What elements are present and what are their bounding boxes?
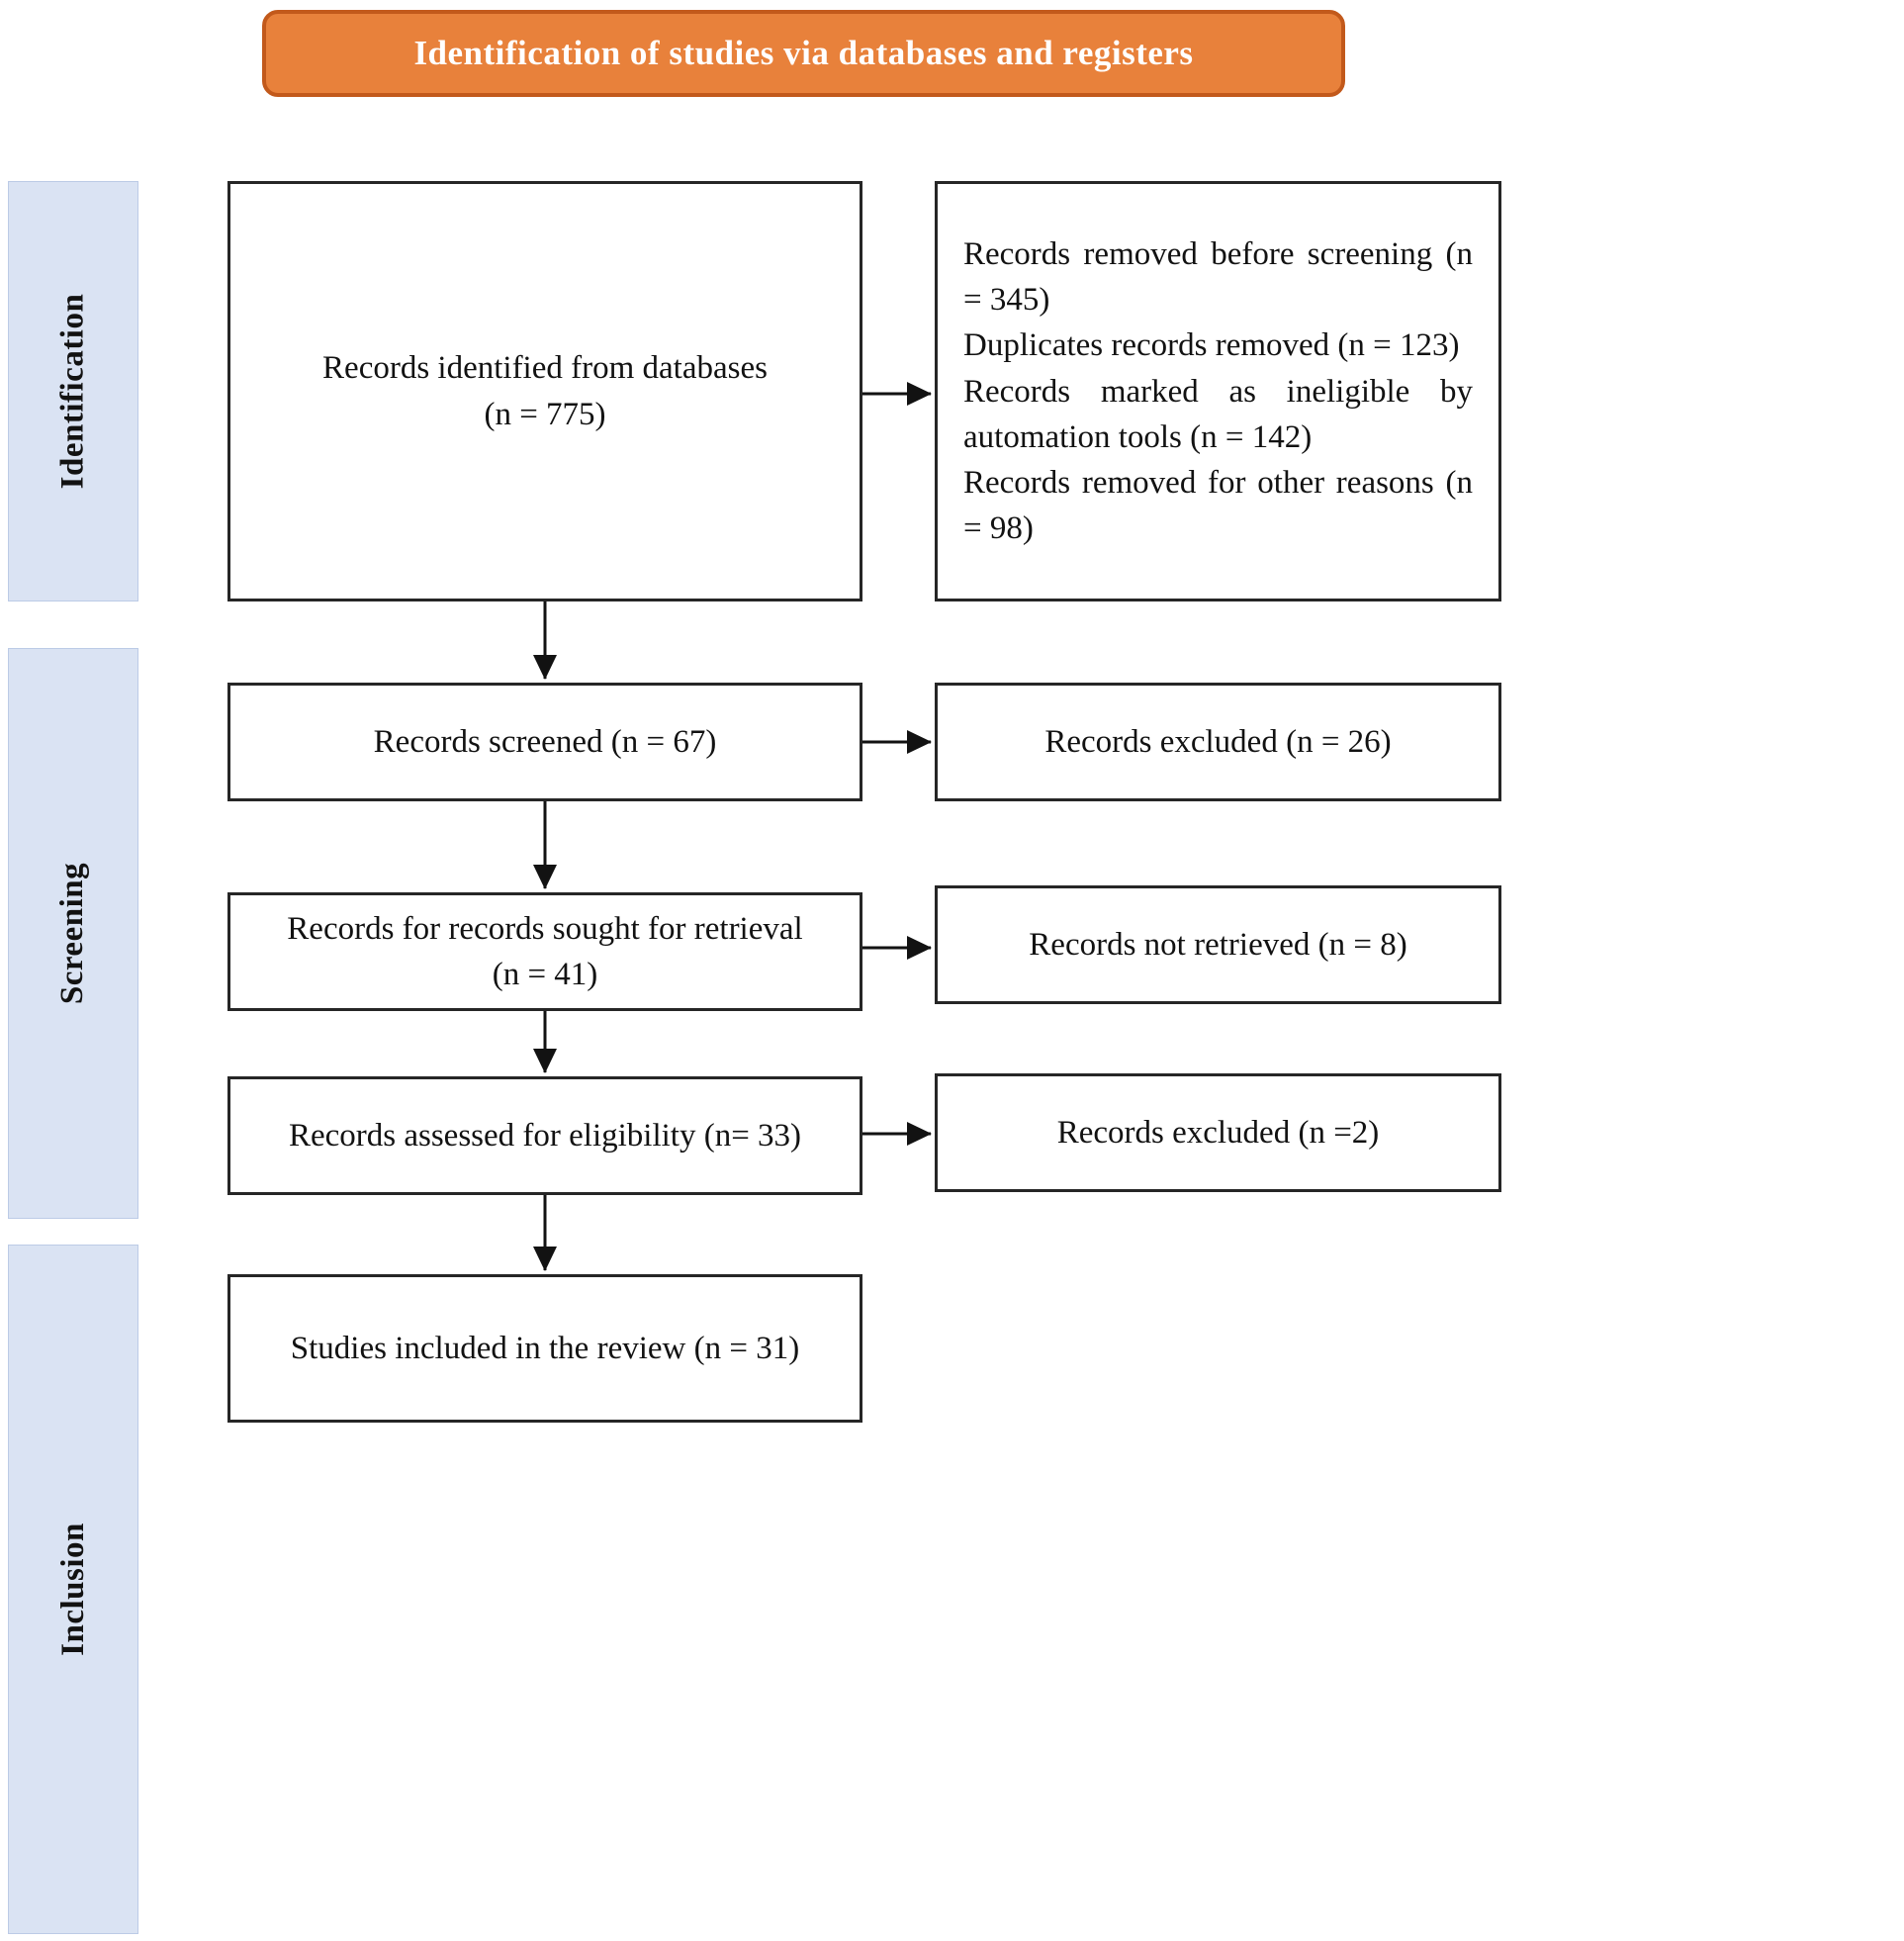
records-screened-label: Records screened (n = 67) bbox=[373, 723, 717, 760]
stage-label-screening: Screening bbox=[54, 862, 91, 1005]
box-records-not-retrieved bbox=[935, 885, 1501, 1004]
records-excluded-1-label: Records excluded (n = 26) bbox=[1044, 723, 1392, 760]
removed-item-other-reasons: Records removed for other reasons (n = 98) bbox=[963, 464, 1473, 547]
records-not-retrieved-label: Records not retrieved (n = 8) bbox=[1029, 926, 1407, 963]
box-studies-included bbox=[227, 1274, 862, 1423]
removed-item-duplicates: Duplicates records removed (n = 123) bbox=[963, 327, 1460, 364]
removed-item-duplicates-before-screening: Records removed before screening (n = 345) bbox=[963, 236, 1473, 319]
records-identified-line1: Records identified from databases bbox=[322, 350, 768, 387]
stage-band-screening bbox=[8, 648, 138, 1219]
box-records-removed-before-screening bbox=[935, 181, 1501, 601]
stage-label-inclusion: Inclusion bbox=[54, 1523, 91, 1656]
box-records-excluded-1 bbox=[935, 683, 1501, 801]
records-eligibility-label: Records assessed for eligibility (n= 33) bbox=[288, 1117, 802, 1154]
records-excluded-2-label: Records excluded (n =2) bbox=[1056, 1114, 1380, 1151]
box-records-identified bbox=[227, 181, 862, 601]
stage-band-identification bbox=[8, 181, 138, 601]
studies-included-label: Studies included in the review (n = 31) bbox=[290, 1330, 800, 1366]
records-retrieval-line1: Records for records sought for retrieval bbox=[287, 910, 803, 947]
box-records-identified-text bbox=[322, 345, 768, 436]
records-identified-count: (n = 775) bbox=[484, 396, 606, 432]
records-retrieval-count: (n = 41) bbox=[492, 957, 598, 992]
diagram-title-banner bbox=[262, 10, 1345, 97]
box-records-sought-retrieval-text bbox=[287, 906, 802, 997]
box-records-sought-retrieval bbox=[227, 892, 862, 1011]
box-records-assessed-eligibility bbox=[227, 1076, 862, 1195]
removed-item-automation: Records marked as ineligible by automation tools (n = 142) bbox=[963, 373, 1473, 455]
stage-band-inclusion bbox=[8, 1245, 138, 1934]
diagram-title: Identification of studies via databases and registers bbox=[413, 34, 1194, 72]
box-records-screened bbox=[227, 683, 862, 801]
box-records-excluded-2 bbox=[935, 1073, 1501, 1192]
stage-label-identification: Identification bbox=[54, 293, 91, 490]
